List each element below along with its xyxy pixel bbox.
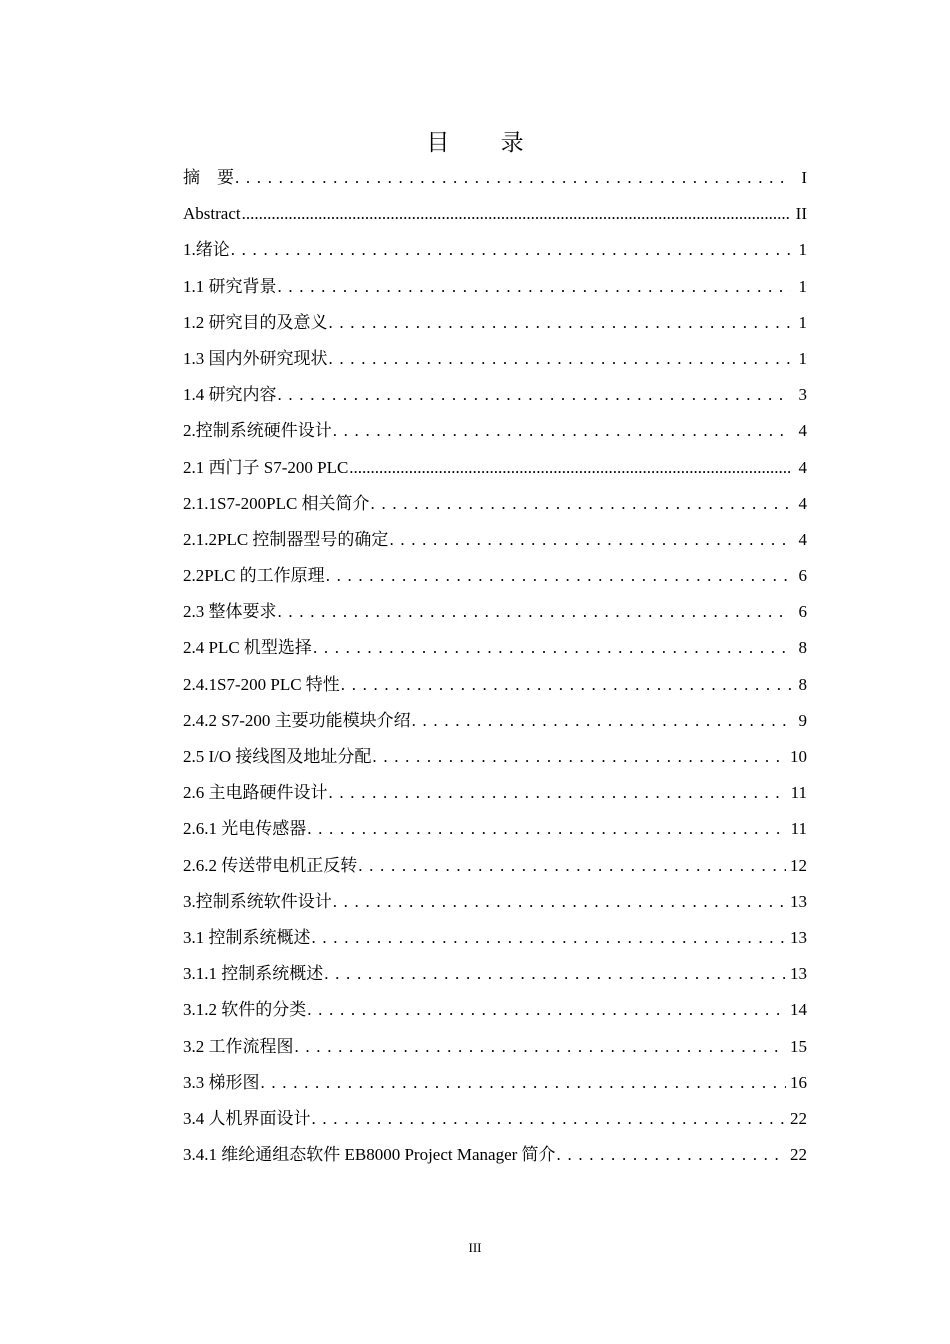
toc-entry-page: II (795, 204, 807, 224)
toc-dot-leader (341, 667, 791, 703)
toc-dot-leader (329, 775, 787, 811)
toc-entry[interactable] (183, 377, 807, 413)
toc-entry-label: 2.1.1S7-200PLC 相关简介 (183, 493, 370, 513)
toc-entry-label: 2.6 主电路硬件设计 (183, 783, 328, 803)
toc-dot-leader (278, 269, 792, 305)
toc-entry-page: 11 (790, 819, 807, 839)
toc-dot-leader (329, 305, 792, 341)
page-number: III (468, 1240, 482, 1255)
toc-entry-page: 9 (798, 710, 807, 730)
toc-entry[interactable] (183, 232, 807, 268)
toc-entry-page: 1 (798, 348, 807, 368)
toc-dot-leader (389, 522, 791, 558)
toc-entry-label: 1.4 研究内容 (183, 385, 277, 405)
toc-entry-label: 1.1 研究背景 (183, 276, 277, 296)
toc-entry[interactable] (183, 630, 807, 666)
toc-entry-label: Abstract (183, 204, 241, 224)
toc-entry[interactable] (183, 956, 807, 992)
toc-entry-page: 12 (790, 855, 807, 875)
toc-entry-page: 14 (790, 1000, 807, 1020)
toc-dot-leader (261, 1065, 787, 1101)
toc-entry[interactable] (183, 1029, 807, 1065)
toc-entry[interactable] (183, 196, 807, 232)
toc-entry-label: 2.1.2PLC 控制器型号的确定 (183, 529, 389, 549)
toc-entry[interactable] (183, 920, 807, 956)
toc-entry-page: 1 (798, 240, 807, 260)
toc-entry-page: 16 (790, 1072, 807, 1092)
toc-entry[interactable] (183, 1137, 807, 1173)
toc-dot-leader (307, 811, 786, 847)
toc-entry-page: 22 (790, 1145, 807, 1165)
toc-entry[interactable] (183, 486, 807, 522)
toc-entry-page: 1 (798, 312, 807, 332)
toc-entry[interactable] (183, 594, 807, 630)
page-title: 目 录 (426, 130, 546, 156)
toc-entry[interactable] (183, 739, 807, 775)
toc-dot-leader (329, 341, 792, 377)
toc-dot-leader (231, 232, 791, 268)
toc-entry-page: 13 (790, 891, 807, 911)
toc-entry-label: 2.4.1S7-200 PLC 特性 (183, 674, 340, 694)
toc-entry-page: 11 (790, 783, 807, 803)
toc-entry-label: 3.3 梯形图 (183, 1072, 260, 1092)
toc-entry[interactable] (183, 413, 807, 449)
toc-entry[interactable] (183, 450, 807, 486)
toc-entry-page: 6 (798, 602, 807, 622)
toc-entry[interactable] (183, 160, 807, 196)
toc-entry-label: 3.4 人机界面设计 (183, 1108, 311, 1128)
toc-entry-page: 22 (790, 1108, 807, 1128)
toc-entry-page: 6 (798, 566, 807, 586)
toc-entry-label: 3.1.1 控制系统概述 (183, 964, 324, 984)
toc-entry[interactable] (183, 848, 807, 884)
toc-entry[interactable] (183, 305, 807, 341)
toc-dot-leader (333, 884, 786, 920)
toc-entry[interactable] (183, 667, 807, 703)
toc-entry-page: 8 (798, 638, 807, 658)
table-of-contents (183, 160, 807, 1173)
toc-entry-label: 3.4.1 维纶通组态软件 EB8000 Project Manager 简介 (183, 1145, 556, 1165)
toc-dot-leader (278, 377, 792, 413)
toc-entry-page: 4 (798, 529, 807, 549)
toc-dot-leader (242, 196, 791, 232)
toc-entry-page: 8 (798, 674, 807, 694)
toc-entry-label: 3.1 控制系统概述 (183, 927, 311, 947)
toc-entry[interactable] (183, 1101, 807, 1137)
toc-entry[interactable] (183, 1065, 807, 1101)
toc-entry-label: 1.2 研究目的及意义 (183, 312, 328, 332)
toc-dot-leader (326, 558, 791, 594)
toc-entry-page: I (801, 168, 807, 187)
toc-entry-label: 2.5 I/O 接线图及地址分配 (183, 747, 372, 766)
toc-entry-label: 摘 要 (183, 168, 234, 187)
toc-entry-page: 4 (798, 457, 807, 477)
toc-dot-leader (412, 703, 791, 739)
toc-dot-leader (307, 992, 786, 1028)
toc-entry-page: 4 (798, 493, 807, 513)
toc-entry[interactable] (183, 703, 807, 739)
toc-dot-leader (235, 160, 791, 196)
toc-dot-leader (312, 1101, 787, 1137)
toc-entry-label: 2.4 PLC 机型选择 (183, 638, 312, 658)
toc-entry[interactable] (183, 992, 807, 1028)
toc-entry-page: 13 (790, 964, 807, 984)
toc-dot-leader (312, 920, 787, 956)
toc-dot-leader (349, 450, 791, 486)
toc-entry-page: 4 (798, 421, 807, 441)
toc-dot-leader (324, 956, 786, 992)
toc-entry-label: 2.2PLC 的工作原理 (183, 566, 325, 586)
toc-entry-label: 1.3 国内外研究现状 (183, 348, 328, 368)
toc-entry-page: 13 (790, 927, 807, 947)
toc-entry-label: 3.1.2 软件的分类 (183, 1000, 307, 1020)
toc-entry-label: 3.控制系统软件设计 (183, 891, 332, 911)
toc-entry-page: 10 (790, 747, 807, 766)
toc-entry[interactable] (183, 522, 807, 558)
toc-entry-page: 1 (798, 276, 807, 296)
toc-dot-leader (358, 848, 786, 884)
toc-dot-leader (557, 1137, 786, 1173)
toc-entry[interactable] (183, 269, 807, 305)
toc-dot-leader (278, 594, 792, 630)
toc-entry-page: 3 (798, 385, 807, 405)
toc-entry-page: 15 (790, 1036, 807, 1056)
toc-entry-label: 2.1 西门子 S7-200 PLC (183, 457, 349, 477)
toc-entry-label: 3.2 工作流程图 (183, 1036, 294, 1056)
toc-dot-leader (372, 739, 786, 775)
toc-entry[interactable] (183, 775, 807, 811)
toc-entry-label: 2.控制系统硬件设计 (183, 421, 332, 441)
toc-dot-leader (295, 1029, 787, 1065)
toc-dot-leader (313, 630, 791, 666)
toc-entry-label: 2.6.1 光电传感器 (183, 819, 307, 839)
toc-entry[interactable] (183, 558, 807, 594)
toc-entry-label: 2.4.2 S7-200 主要功能模块介绍 (183, 710, 411, 730)
toc-entry-label: 2.3 整体要求 (183, 602, 277, 622)
toc-dot-leader (371, 486, 791, 522)
toc-entry-label: 2.6.2 传送带电机正反转 (183, 855, 358, 875)
toc-entry[interactable] (183, 341, 807, 377)
toc-entry[interactable] (183, 811, 807, 847)
toc-entry-label: 1.绪论 (183, 240, 230, 260)
toc-entry[interactable] (183, 884, 807, 920)
toc-dot-leader (333, 413, 791, 449)
